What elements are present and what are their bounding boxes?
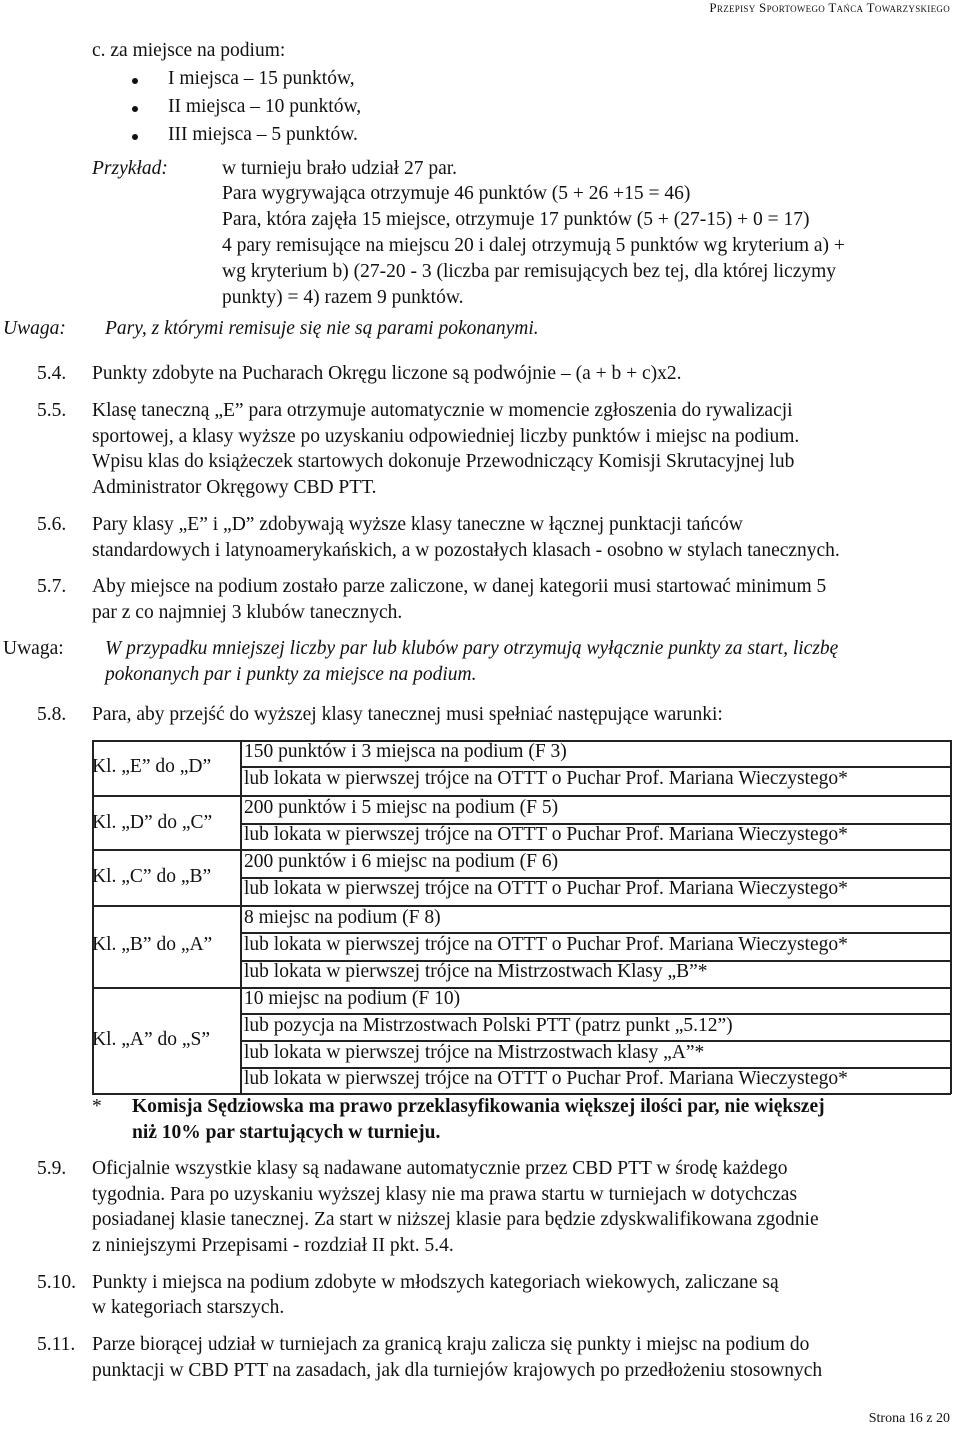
section-5-6-line-2: standardowych i latynoamerykańskich, a w pozostałych klasach - osobno w stylach tanecznych.: [92, 540, 840, 561]
promotion-label-a-s: Kl. „A” do „S”: [92, 1029, 211, 1050]
example-line-3: Para, która zajęła 15 miejsce, otrzymuje 17 punktów (5 + (27-15) + 0 = 17): [222, 209, 810, 230]
section-5-5-number: 5.5.: [37, 400, 67, 421]
section-5-7-line-1: Aby miejsce na podium zostało parze zaliczone, w danej kategorii musi startować minimum 5: [92, 576, 827, 597]
bullet-3: [132, 134, 138, 140]
promotion-condition: 200 punktów i 6 miejsc na podium (F 6): [244, 851, 559, 872]
section-5-10-line-1: Punkty i miejsca na podium zdobyte w młodszych kategoriach wiekowych, zaliczane są: [92, 1272, 779, 1293]
section-5-8-text: Para, aby przejść do wyższej klasy tanecznej musi spełniać następujące warunki:: [92, 704, 723, 725]
bullet-2: [132, 106, 138, 112]
promotion-label-c-b: Kl. „C” do „B”: [92, 866, 212, 887]
table-rule: [92, 1093, 951, 1095]
section-5-8-number: 5.8.: [37, 704, 67, 725]
section-5-7-line-2: par z co najmniej 3 klubów tanecznych.: [92, 602, 403, 623]
promotion-condition: lub lokata w pierwszej trójce na OTTT o Puchar Prof. Mariana Wieczystego*: [244, 824, 848, 845]
podium-item-2: II miejsca – 10 punktów,: [168, 96, 362, 117]
section-5-11-line-2: punktacji w CBD PTT na zasadach, jak dla turniejów krajowych po przedłożeniu stosownych: [92, 1360, 823, 1381]
footnote-mark: *: [92, 1096, 102, 1117]
section-5-9-line-3: posiadanej klasie tanecznej. Za start w niższej klasie para będzie zdyskwalifikowana zgodnie: [92, 1209, 819, 1230]
running-header: Przepisy Sportowego Tańca Towarzyskiego: [709, 0, 950, 15]
footnote-line-2: niż 10% par startujących w turnieju.: [132, 1122, 441, 1143]
section-5-10-line-2: w kategoriach starszych.: [92, 1297, 285, 1318]
promotion-condition: 10 miejsc na podium (F 10): [244, 988, 461, 1009]
example-line-2: Para wygrywająca otrzymuje 46 punktów (5 + 26 +15 = 46): [222, 183, 691, 204]
bullet-1: [132, 78, 138, 84]
table-rule: [950, 740, 952, 1094]
promotion-condition: lub lokata w pierwszej trójce na Mistrzostwach Klasy „B”*: [244, 961, 708, 982]
promotion-label-d-c: Kl. „D” do „C”: [92, 812, 213, 833]
section-5-7-number: 5.7.: [37, 576, 67, 597]
note1-label: Uwaga:: [3, 318, 66, 339]
example-line-6: punkty) = 4) razem 9 punktów.: [222, 287, 464, 308]
podium-intro: c. za miejsce na podium:: [92, 40, 286, 61]
note1-text: Pary, z którymi remisuje się nie są parami pokonanymi.: [105, 318, 539, 339]
promotion-condition: 150 punktów i 3 miejsca na podium (F 3): [244, 741, 567, 762]
table-rule: [92, 905, 951, 907]
footnote-line-1: Komisja Sędziowska ma prawo przeklasyfikowania większej ilości par, nie większej: [132, 1096, 825, 1117]
example-line-5: wg kryterium b) (27-20 - 3 (liczba par remisujących bez tej, dla której liczymy: [222, 261, 837, 282]
example-line-1: w turnieju brało udział 27 par.: [222, 158, 458, 179]
promotion-label-e-d: Kl. „E” do „D”: [92, 756, 212, 777]
promotion-condition: lub lokata w pierwszej trójce na OTTT o Puchar Prof. Mariana Wieczystego*: [244, 934, 848, 955]
promotion-condition: 8 miejsc na podium (F 8): [244, 907, 441, 928]
section-5-5-line-1: Klasę taneczną „E” para otrzymuje automatycznie w momencie zgłoszenia do rywalizacji: [92, 400, 793, 421]
promotion-condition: lub lokata w pierwszej trójce na OTTT o Puchar Prof. Mariana Wieczystego*: [244, 768, 848, 789]
section-5-4-number: 5.4.: [37, 363, 67, 384]
note2-line-2: pokonanych par i punkty za miejsce na podium.: [105, 664, 477, 685]
example-line-4: 4 pary remisujące na miejscu 20 i dalej otrzymują 5 punktów wg kryterium a) +: [222, 235, 845, 256]
section-5-9-line-2: tygodnia. Para po uzyskaniu wyższej klasy nie ma prawa startu w turniejach w dotychczas: [92, 1184, 798, 1205]
section-5-4-text: Punkty zdobyte na Pucharach Okręgu liczone są podwójnie – (a + b + c)x2.: [92, 363, 682, 384]
section-5-6-line-1: Pary klasy „E” i „D” zdobywają wyższe klasy taneczne w łącznej punktacji tańców: [92, 514, 743, 535]
promotion-condition: 200 punktów i 5 miejsc na podium (F 5): [244, 797, 559, 818]
example-label: Przykład:: [92, 158, 168, 179]
section-5-5-line-4: Administrator Okręgowy CBD PTT.: [92, 477, 377, 498]
promotion-condition: lub lokata w pierwszej trójce na Mistrzostwach klasy „A”*: [244, 1042, 705, 1063]
podium-item-1: I miejsca – 15 punktów,: [168, 68, 355, 89]
section-5-9-line-1: Oficjalnie wszystkie klasy są nadawane automatycznie przez CBD PTT w środę każdego: [92, 1158, 788, 1179]
podium-item-3: III miejsca – 5 punktów.: [168, 124, 358, 145]
promotion-condition: lub lokata w pierwszej trójce na OTTT o Puchar Prof. Mariana Wieczystego*: [244, 878, 848, 899]
table-rule: [92, 987, 951, 989]
section-5-6-number: 5.6.: [37, 514, 67, 535]
promotion-label-b-a: Kl. „B” do „A”: [92, 934, 213, 955]
promotion-condition: lub lokata w pierwszej trójce na OTTT o Puchar Prof. Mariana Wieczystego*: [244, 1068, 848, 1089]
page-number: Strona 16 z 20: [868, 1411, 950, 1426]
section-5-11-number: 5.11.: [37, 1334, 76, 1355]
table-rule: [240, 740, 242, 1094]
promotion-condition: lub pozycja na Mistrzostwach Polski PTT (patrz punkt „5.12”): [244, 1015, 733, 1036]
section-5-5-line-2: sportowej, a klasy wyższe po uzyskaniu odpowiedniej liczby punktów i miejsc na podium.: [92, 426, 800, 447]
note2-label: Uwaga:: [3, 638, 64, 659]
section-5-5-line-3: Wpisu klas do książeczek startowych dokonuje Przewodniczący Komisji Skrutacyjnej lub: [92, 451, 795, 472]
section-5-11-line-1: Parze biorącej udział w turniejach za granicą kraju zalicza się punkty i miejsc na podium do: [92, 1334, 810, 1355]
note2-line-1: W przypadku mniejszej liczby par lub klubów pary otrzymują wyłącznie punkty za start, liczbę: [105, 638, 839, 659]
section-5-10-number: 5.10.: [37, 1272, 76, 1293]
section-5-9-line-4: z niniejszymi Przepisami - rozdział II pkt. 5.4.: [92, 1235, 454, 1256]
section-5-9-number: 5.9.: [37, 1158, 67, 1179]
